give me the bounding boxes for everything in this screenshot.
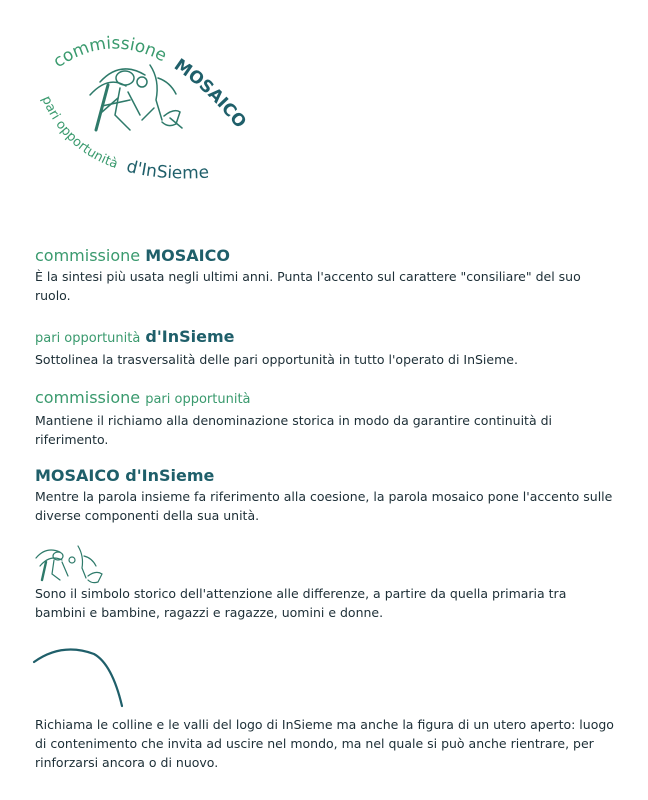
logo-mosaico: MOSAICO (170, 55, 250, 133)
section-curve-meaning (35, 714, 620, 772)
section-body: Sottolinea la trasversalità delle pari opportunità in tutto l'operato di InSieme. (35, 352, 518, 367)
section-commissione-pari-opportunita (35, 388, 620, 449)
section-body: Sono il simbolo storico dell'attenzione alle differenze, a partire da quella primaria tra bambini e bambine, ragazzi e ragazze, uomini e donne. (35, 586, 567, 620)
section-body: Mantiene il richiamo alla denominazione storica in modo da garantire continuità di riferimento. (35, 413, 552, 447)
section-title (35, 327, 620, 349)
logo (30, 20, 260, 200)
logo-commissione: commissione (49, 33, 170, 73)
logo-arc-text-top (50, 33, 250, 132)
section-body: Richiama le colline e le valli del logo di InSieme ma anche la figura di un utero aperto: luogo di contenimento che invita ad uscire nel mondo, ma nel quale si può anche rientrare, per rinforzarsi ancora o di nuovo. (35, 717, 614, 770)
section-body: Mentre la parola insieme fa riferimento alla coesione, la parola mosaico pone l'accento sulle diverse componenti della sua unità. (35, 489, 613, 523)
section-title (35, 246, 620, 266)
section-mosaico-dinsieme (35, 466, 620, 525)
title-mosaico-dinsieme: MOSAICO d'InSieme (35, 466, 215, 485)
section-commissione-mosaico (35, 246, 620, 305)
section-title (35, 388, 620, 410)
title-part-pari-opportunita: pari opportunità (145, 392, 251, 407)
children-drawing-icon (90, 65, 182, 130)
section-pari-opportunita-dinsieme (35, 327, 620, 369)
title-part-pari-opportunita: pari opportunità (35, 331, 141, 346)
curve-line-icon (32, 640, 132, 712)
title-part-dinsieme: d'InSieme (145, 327, 235, 346)
title-part-mosaico: MOSAICO (145, 246, 230, 265)
logo-arc-text-bottom (38, 94, 209, 184)
title-part-commissione: commissione (35, 388, 141, 407)
logo-svg (30, 20, 260, 200)
section-body: È la sintesi più usata negli ultimi anni. Punta l'accento sul carattere "consiliare" del suo ruolo. (35, 269, 581, 303)
logo-pari-opportunita: pari opportunità (38, 93, 120, 173)
title-part-commissione: commissione (35, 246, 141, 265)
children-drawing-icon (32, 540, 108, 584)
section-title (35, 466, 620, 486)
section-children-symbol (35, 583, 620, 622)
logo-dinsieme: d'InSieme (124, 156, 210, 184)
